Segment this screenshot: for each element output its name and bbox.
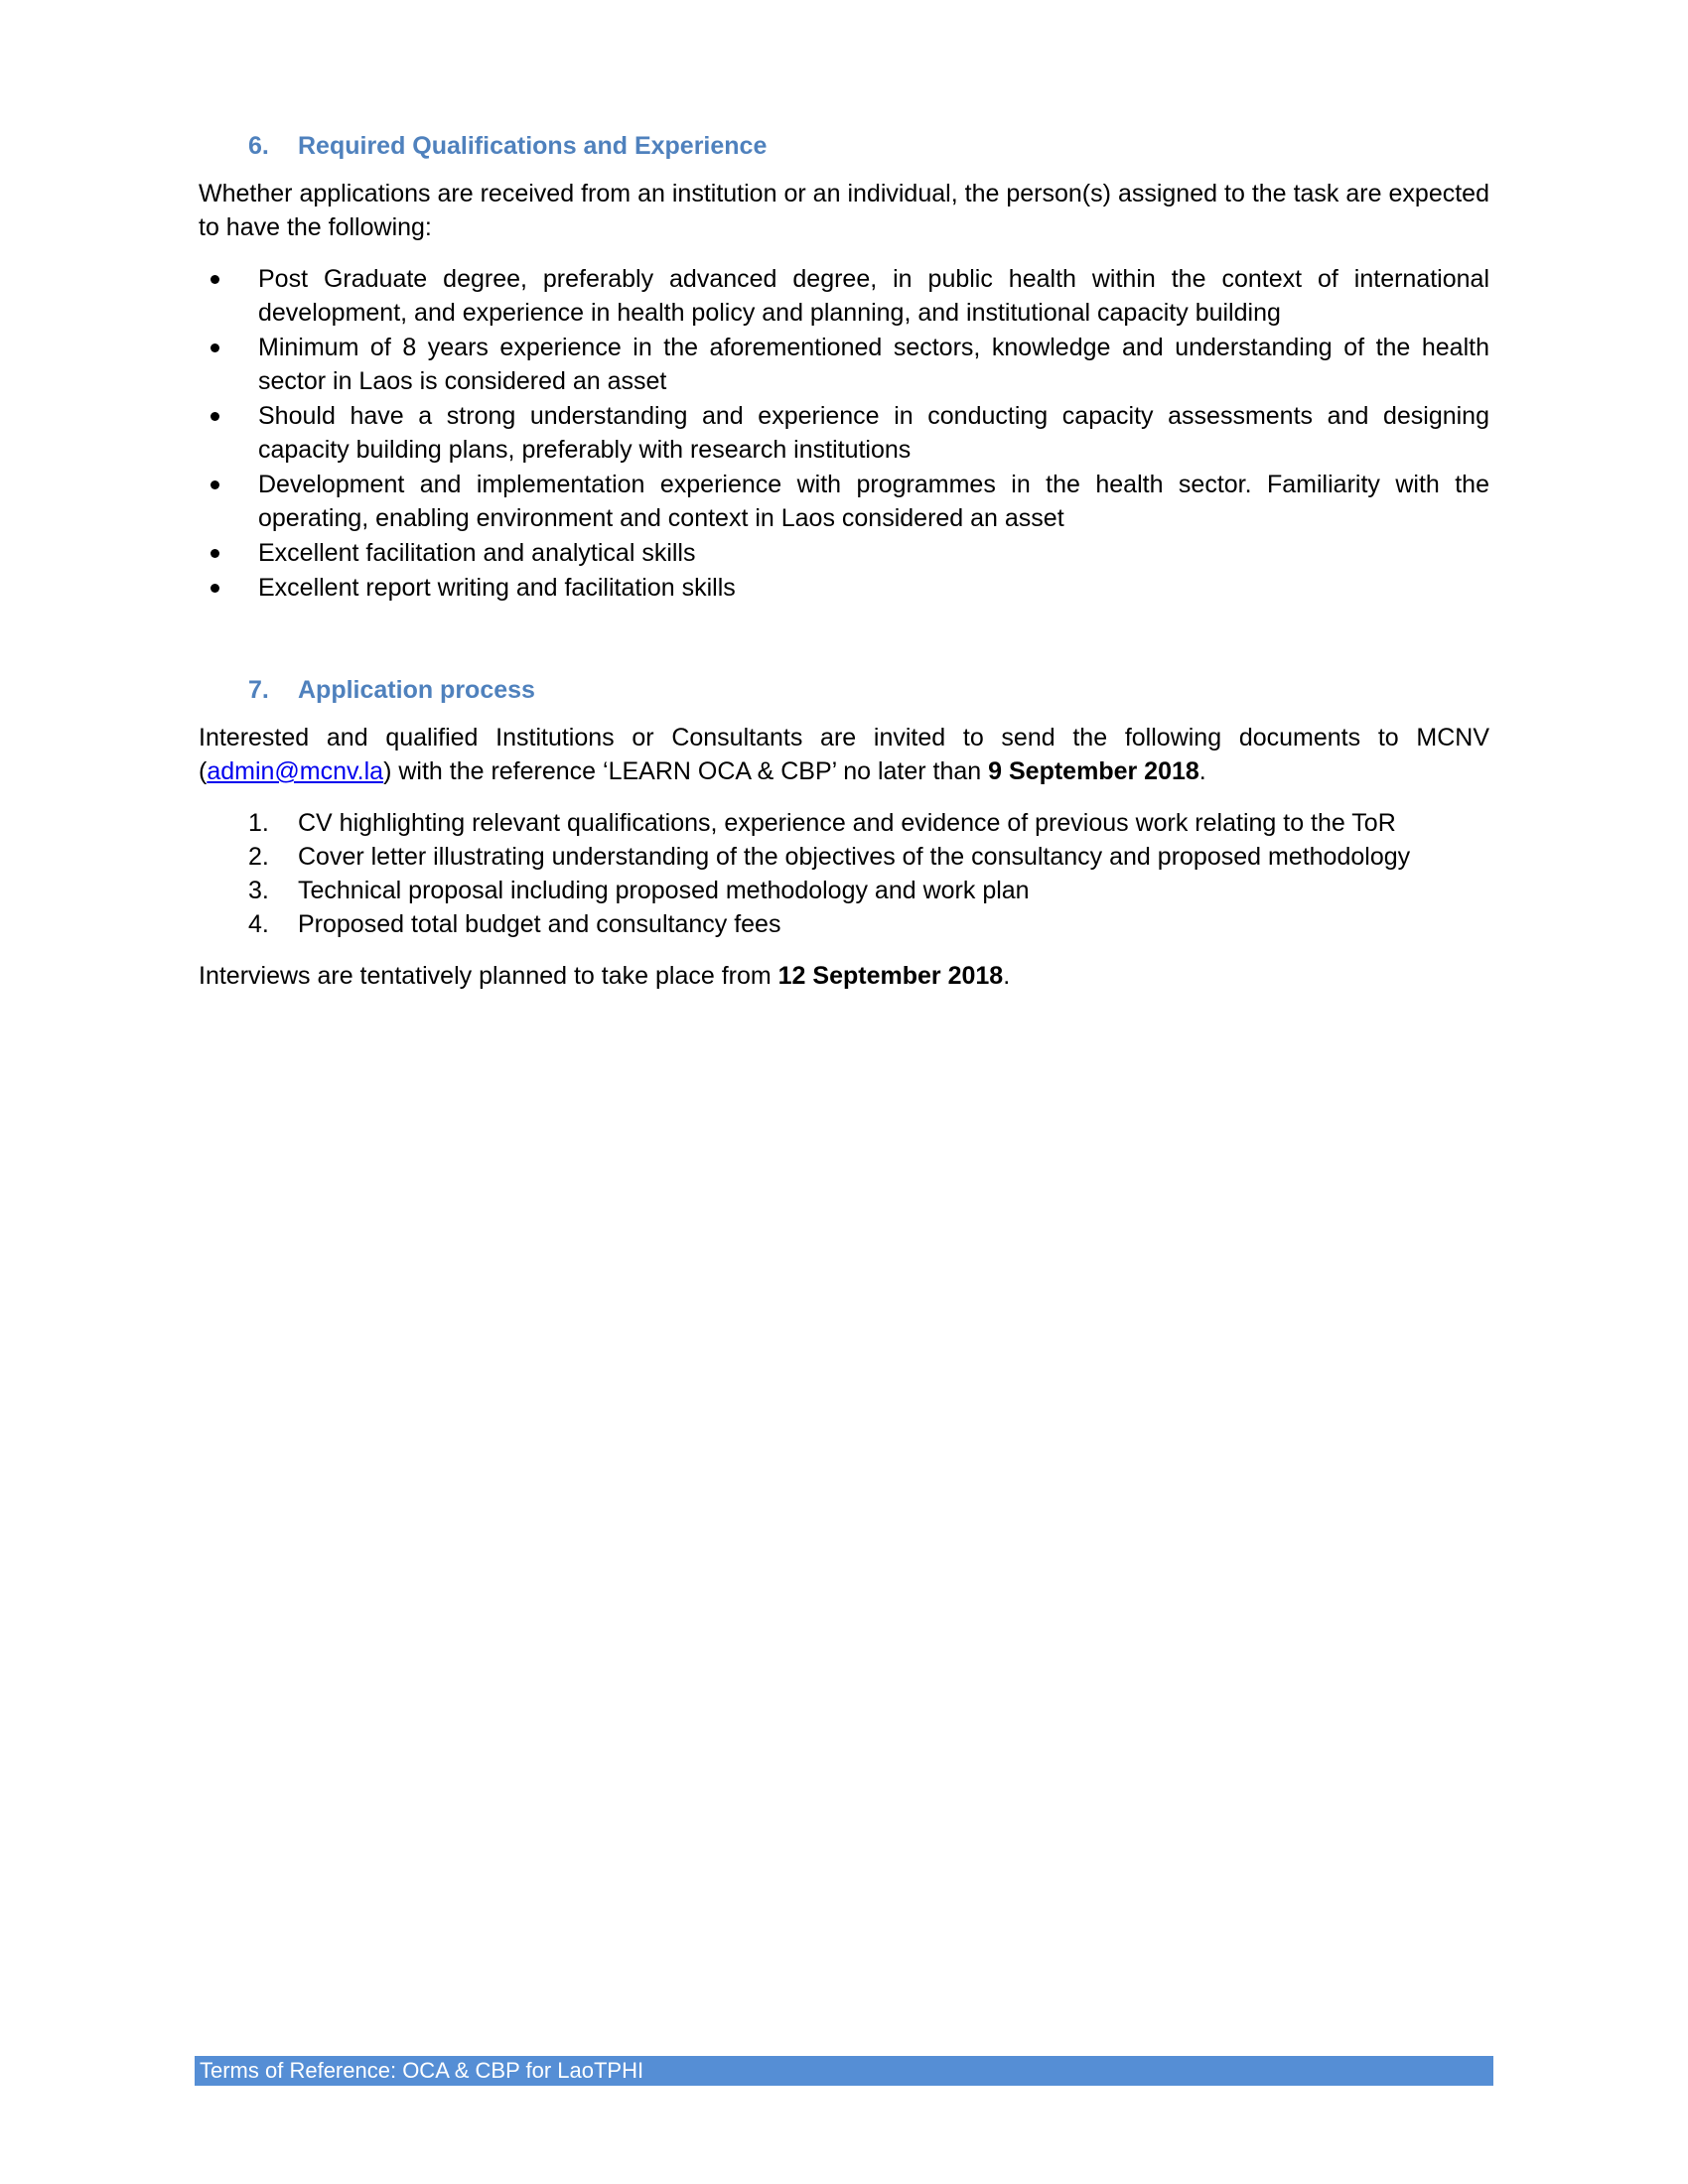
section-spacer [199,606,1489,673]
list-item [199,331,1489,398]
list-item [199,536,1489,570]
list-item-number: 2. [248,843,269,871]
list-item [199,840,1489,874]
documents-list [199,806,1489,941]
document-page [199,129,1489,1011]
list-item [199,907,1489,941]
list-item-text: Post Graduate degree, preferably advanced degree, in public health within the context of international development, and experience in health policy and planning, and institutional capacity building [258,265,1489,327]
page-footer: Terms of Reference: OCA & CBP for LaoTPHI [195,2056,1493,2086]
list-item-text: Development and implementation experience with programmes in the health sector. Familiarity with the operating, enabling environment and context in Laos considered an asset [258,471,1489,532]
list-item-number: 4. [248,910,269,938]
list-item-text: Excellent facilitation and analytical skills [258,539,696,567]
intro-text-3: . [1198,757,1206,785]
bullet-icon [211,549,219,558]
section-7-intro [199,721,1489,788]
list-item [199,874,1489,907]
section-6-number: 6. [248,132,269,160]
section-6-title: Required Qualifications and Experience [298,132,768,160]
section-6-intro: Whether applications are received from an institution or an individual, the person(s) assigned to the task are expected to have the following: [199,180,1489,241]
intro-text-1: Interested and qualified Institutions or Consultants are invited to send the following documents to MCNV ( [199,724,1489,785]
list-item-text: Technical proposal including proposed methodology and work plan [298,877,1030,904]
list-item [199,571,1489,605]
bullet-icon [211,343,219,352]
section-7-title: Application process [298,676,535,704]
section-6-heading [199,129,1489,163]
interview-date: 12 September 2018 [777,962,1004,990]
bullet-icon [211,480,219,489]
interviews-paragraph [199,959,1489,993]
list-item-text: Cover letter illustrating understanding of the objectives of the consultancy and proposed methodology [298,843,1411,871]
list-item-number: 1. [248,809,269,837]
bullet-icon [211,275,219,284]
list-item [199,468,1489,535]
email-link[interactable]: admin@mcnv.la [207,757,384,785]
list-item-number: 3. [248,877,269,904]
list-item-text: CV highlighting relevant qualifications, experience and evidence of previous work relating to the ToR [298,809,1396,837]
bullet-icon [211,412,219,421]
interviews-text-2: . [1003,962,1011,990]
bullet-icon [211,584,219,593]
list-item-text: Excellent report writing and facilitation skills [258,574,736,602]
deadline-date: 9 September 2018 [988,757,1199,785]
qualifications-list [199,262,1489,605]
interviews-text-1: Interviews are tentatively planned to take place from [199,962,778,990]
list-item-text: Proposed total budget and consultancy fees [298,910,781,938]
intro-text-2: ) with the reference ‘LEARN OCA & CBP’ no later than [383,757,989,785]
list-item-text: Should have a strong understanding and experience in conducting capacity assessments and designing capacity building plans, preferably with research institutions [258,402,1489,464]
list-item-text: Minimum of 8 years experience in the aforementioned sectors, knowledge and understanding of the health sector in Laos is considered an asset [258,334,1489,395]
list-item [199,262,1489,330]
list-item [199,806,1489,840]
section-7-number: 7. [248,676,269,704]
list-item [199,399,1489,467]
section-7-heading [199,673,1489,707]
